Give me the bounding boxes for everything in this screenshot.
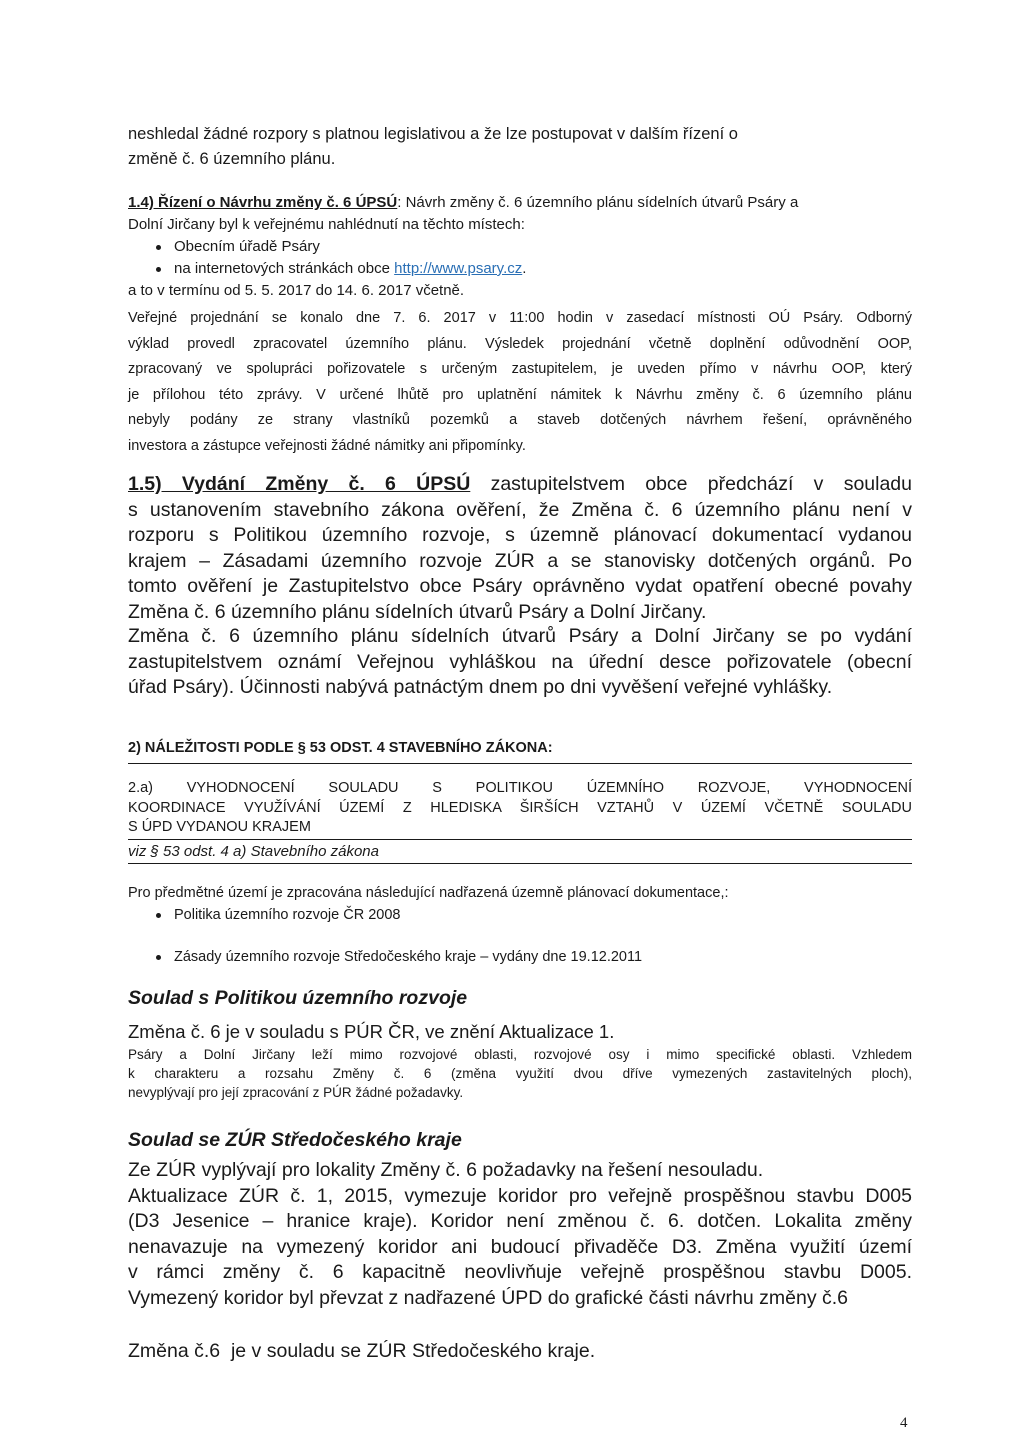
zur-paragraph (128, 1158, 912, 1311)
website-link[interactable]: http://www.psary.cz (394, 260, 523, 277)
section-1-5-line: rozporu s Politikou územního rozvoje, s územně plánovací dokumentací vydanou (128, 524, 912, 546)
section-2a-line: KOORDINACE VYUŽÍVÁNÍ ÚZEMÍ Z HLEDISKA ŠIRŠÍCH VZTAHŮ V ÚZEMÍ VČETNĚ SOULADU (128, 799, 912, 816)
intro-line: neshledal žádné rozpory s platnou legislativou a že lze postupovat v dalším řízení o (128, 125, 738, 143)
pur-lead: Změna č. 6 je v souladu s PÚR ČR, ve znění Aktualizace 1. (128, 1021, 615, 1042)
section-1-4 (128, 192, 912, 302)
hearing-paragraph (128, 306, 912, 459)
hearing-line: nebyly podány ze strany vlastníků pozemků a staveb dotčených návrhem řešení, oprávněného (128, 412, 912, 428)
zur-line: nenavazuje na vymezený koridor ani budoucí přivaděče D3. Změna využití území (128, 1235, 912, 1258)
zur-line: Vymezený koridor byl převzat z nadřazené ÚPD do grafické části návrhu změny č.6 (128, 1286, 849, 1309)
superior-docs-list (128, 904, 912, 968)
superior-docs-paragraph (128, 882, 912, 968)
section-1-5-line: krajem – Zásadami územního rozvoje ZÚR a se stanovisky dotčených orgánů. Po (128, 549, 912, 572)
zur-conclusion: Změna č.6 je v souladu se ZÚR Středočeského kraje. (128, 1340, 596, 1362)
pur-line: nevyplývají pro její zpracování z PÚR žádné požadavky. (128, 1085, 464, 1100)
list-item: Zásady územního rozvoje Středočeského kraje – vydány dne 19.12.2011 (128, 946, 912, 968)
page-number: 4 (900, 1415, 908, 1431)
zur-line: (D3 Jesenice – hranice kraje). Koridor není změnou č. 6. dotčen. Lokalita změny (128, 1210, 912, 1232)
zur-heading: Soulad se ZÚR Středočeského kraje (128, 1129, 462, 1151)
hearing-line: zpracovaný ve spolupráci pořizovatele s určeným zastupitelem, je uveden přímo v návrhu OOP, který (128, 361, 912, 377)
section-1-4-heading: 1.4) Řízení o Návrhu změny č. 6 ÚPSÚ (128, 194, 398, 211)
list-item: Obecním úřadě Psáry (128, 236, 912, 258)
list-item: Politika územního rozvoje ČR 2008 (128, 904, 912, 926)
zur-line: Ze ZÚR vyplývají pro lokality Změny č. 6 požadavky na řešení nesouladu. (128, 1159, 764, 1181)
section-1-4-line: 1.4) Řízení o Návrhu změny č. 6 ÚPSÚ: Návrh změny č. 6 územního plánu sídelních útvarů Psáry a (128, 194, 799, 211)
section-2a-heading (128, 779, 912, 864)
superior-docs-intro: Pro předmětné území je zpracována následující nadřazená územně plánovací dokumentace,: (128, 885, 729, 901)
hearing-line: je přílohou této zprávy. V určené lhůtě pro uplatnění námitek k Návrhu změny č. 6 územního plánu (128, 386, 912, 403)
section-1-5-line: 1.5) Vydání Změny č. 6 ÚPSÚ zastupitelstvem obce předchází v souladu (128, 473, 913, 495)
publication-paragraph (128, 624, 912, 701)
law-reference: viz § 53 odst. 4 a) Stavebního zákona (128, 840, 912, 864)
zur-line: Aktualizace ZÚR č. 1, 2015, vymezuje koridor pro veřejně prospěšnou stavbu D005 (128, 1184, 912, 1207)
hearing-line: Veřejné projednání se konalo dne 7. 6. 2017 v 11:00 hodin v zasedací místnosti OÚ Psáry. Odborný (128, 310, 912, 326)
pur-paragraph (128, 1045, 912, 1102)
pur-line: k charakteru a rozsahu Změny č. 6 (změna využití dvou dříve vymezených zastavitelných ploch), (128, 1066, 912, 1081)
intro-paragraph (128, 122, 912, 172)
section-1-5-line: tomto ověření je Zastupitelstvo obce Psáry oprávněno vydat opatření obecné povahy (128, 575, 912, 597)
term-line: a to v termínu od 5. 5. 2017 do 14. 6. 2017 včetně. (128, 282, 465, 299)
section-1-5-line: Změna č. 6 územního plánu sídelních útvarů Psáry a Dolní Jirčany. (128, 600, 707, 623)
section-2-heading: 2) NÁLEŽITOSTI PODLE § 53 ODST. 4 STAVEBNÍHO ZÁKONA: (128, 738, 912, 764)
pur-heading: Soulad s Politikou územního rozvoje (128, 987, 468, 1009)
intro-line: změně č. 6 územního plánu. (128, 150, 336, 168)
section-2a-line: S ÚPD VYDANOU KRAJEM (128, 818, 912, 840)
zur-line: v rámci změny č. 6 kapacitně neovlivňuje veřejně prospěšnou stavbu D005. (128, 1261, 912, 1283)
publication-line: zastupitelstvem oznámí Veřejnou vyhláškou na úřední desce pořizovatele (obecní (128, 650, 912, 673)
section-2a-line: 2.a) VYHODNOCENÍ SOULADU S POLITIKOU ÚZEMNÍHO ROZVOJE, VYHODNOCENÍ (128, 780, 912, 796)
hearing-line: výklad provedl zpracovatel územního plánu. Výsledek projednání včetně doplnění odůvodnění OOP, (128, 335, 912, 352)
list-item: na internetových stránkách obce http://www.psary.cz. (128, 258, 912, 280)
publication-line: úřad Psáry). Účinnosti nabývá patnáctým dnem po dni vyvěšení veřejné vyhlášky. (128, 676, 833, 698)
section-1-5 (128, 472, 912, 625)
section-1-4-line: Dolní Jirčany byl k veřejnému nahlédnutí na těchto místech: (128, 216, 525, 233)
places-list (128, 236, 912, 280)
publication-line: Změna č. 6 územního plánu sídelních útvarů Psáry a Dolní Jirčany se po vydání (128, 625, 912, 647)
section-1-5-line: s ustanovením stavebního zákona ověření, že Změna č. 6 územního plánu není v (128, 498, 912, 521)
hearing-line: investora a zástupce veřejnosti žádné námitky ani připomínky. (128, 437, 526, 454)
pur-line: Psáry a Dolní Jirčany leží mimo rozvojové oblasti, rozvojové osy i mimo specifické oblasti. Vzhledem (128, 1047, 912, 1062)
section-1-5-heading: 1.5) Vydání Změny č. 6 ÚPSÚ (128, 473, 471, 495)
